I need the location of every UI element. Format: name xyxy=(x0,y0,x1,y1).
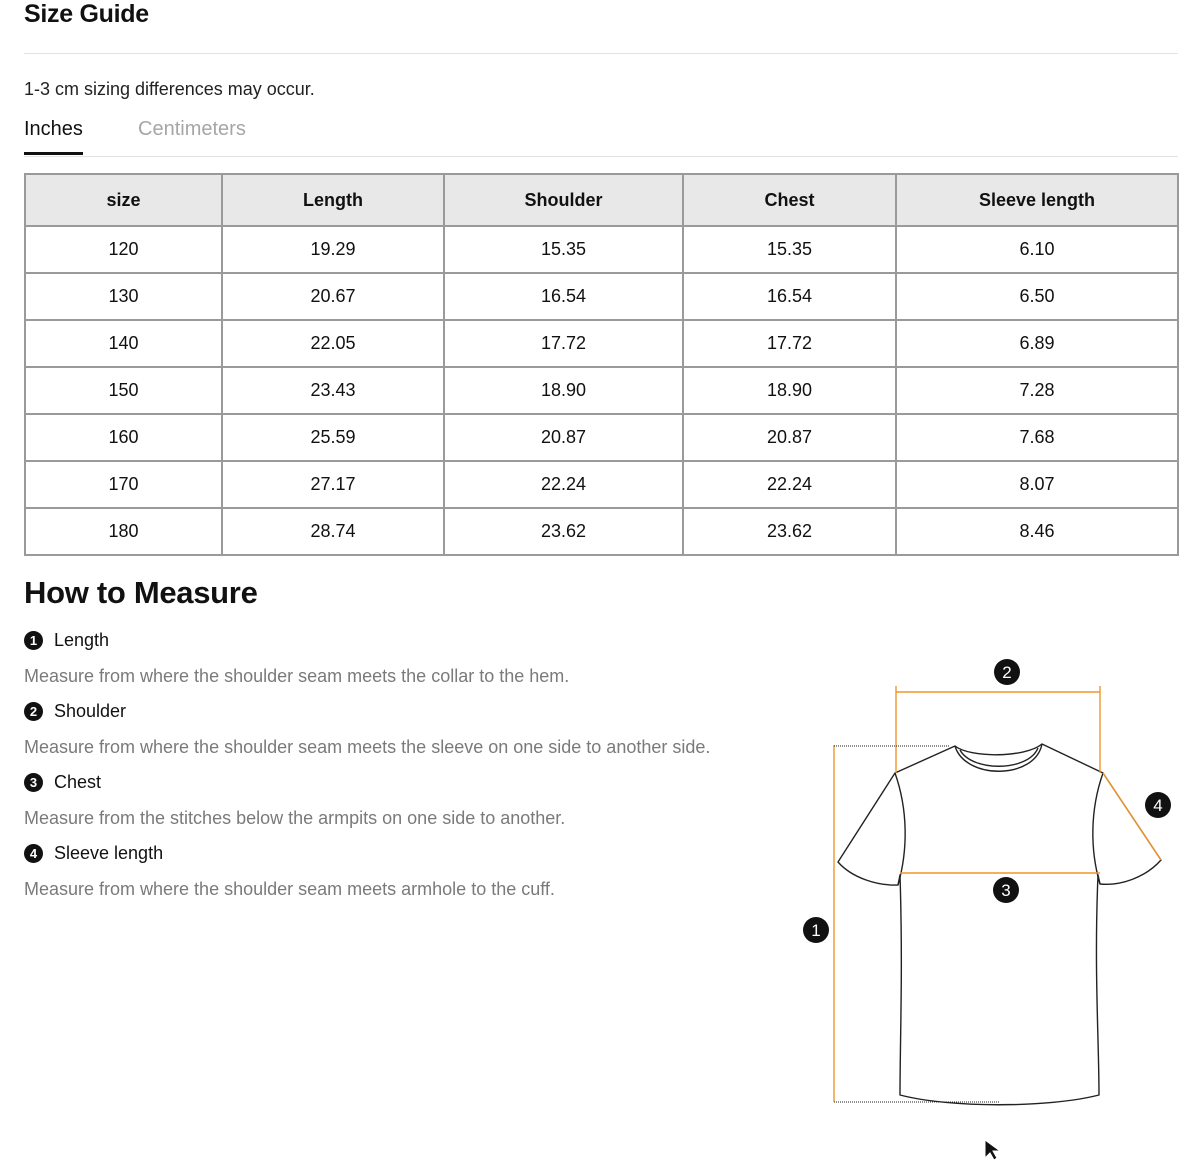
measure-label: Length xyxy=(54,630,110,650)
table-cell: 25.59 xyxy=(222,414,444,461)
mouse-pointer-icon xyxy=(983,1138,1003,1160)
tab-inches[interactable]: Inches xyxy=(24,118,83,155)
table-cell: 170 xyxy=(25,461,222,508)
number-badge-icon: 2 xyxy=(24,702,43,721)
title-divider xyxy=(24,53,1178,54)
table-cell: 180 xyxy=(25,508,222,555)
table-row xyxy=(25,508,1178,555)
measure-item-shoulder xyxy=(24,701,126,722)
measure-description: Measure from the stitches below the armpits on one side to another. xyxy=(24,808,566,828)
table-cell: 20.67 xyxy=(222,273,444,320)
table-row xyxy=(25,320,1178,367)
measure-label: Sleeve length xyxy=(54,843,164,863)
marker-3-label: 3 xyxy=(1001,881,1011,900)
table-cell: 8.46 xyxy=(896,508,1178,555)
measure-description: Measure from where the shoulder seam meets the collar to the hem. xyxy=(24,666,570,686)
tshirt-measurement-diagram xyxy=(790,640,1190,1140)
column-header-shoulder: Shoulder xyxy=(444,174,683,226)
tab-centimeters[interactable]: Centimeters xyxy=(138,118,246,140)
tshirt-icon xyxy=(838,744,1161,1105)
table-cell: 28.74 xyxy=(222,508,444,555)
table-row xyxy=(25,414,1178,461)
table-cell: 15.35 xyxy=(683,226,896,273)
measure-description: Measure from where the shoulder seam meets armhole to the cuff. xyxy=(24,879,555,899)
column-header-length: Length xyxy=(222,174,444,226)
table-cell: 16.54 xyxy=(444,273,683,320)
table-cell: 23.62 xyxy=(683,508,896,555)
table-cell: 7.28 xyxy=(896,367,1178,414)
column-header-size: size xyxy=(25,174,222,226)
table-cell: 16.54 xyxy=(683,273,896,320)
measure-item-chest xyxy=(24,772,101,793)
table-row xyxy=(25,273,1178,320)
column-header-sleeve-length: Sleeve length xyxy=(896,174,1178,226)
table-cell: 150 xyxy=(25,367,222,414)
table-row xyxy=(25,226,1178,273)
table-cell: 160 xyxy=(25,414,222,461)
number-badge-icon: 1 xyxy=(24,631,43,650)
marker-1-label: 1 xyxy=(811,921,821,940)
measure-label: Chest xyxy=(54,772,102,792)
table-cell: 18.90 xyxy=(683,367,896,414)
table-cell: 20.87 xyxy=(683,414,896,461)
number-badge-icon: 4 xyxy=(24,844,43,863)
marker-2-label: 2 xyxy=(1002,663,1012,682)
marker-1-icon xyxy=(803,917,829,943)
table-cell: 15.35 xyxy=(444,226,683,273)
table-cell: 23.43 xyxy=(222,367,444,414)
marker-2-icon xyxy=(994,659,1020,685)
guide-ticks xyxy=(834,746,1000,1102)
measure-item-length xyxy=(24,630,109,651)
table-cell: 7.68 xyxy=(896,414,1178,461)
measure-description: Measure from where the shoulder seam meets the sleeve on one side to another side. xyxy=(24,737,711,757)
marker-4-label: 4 xyxy=(1153,796,1163,815)
table-cell: 17.72 xyxy=(444,320,683,367)
table-cell: 23.62 xyxy=(444,508,683,555)
table-cell: 140 xyxy=(25,320,222,367)
how-to-measure-title: How to Measure xyxy=(24,575,258,610)
table-cell: 8.07 xyxy=(896,461,1178,508)
table-cell: 22.24 xyxy=(444,461,683,508)
table-cell: 6.89 xyxy=(896,320,1178,367)
number-badge-icon: 3 xyxy=(24,773,43,792)
measure-label: Shoulder xyxy=(54,701,127,721)
marker-3-icon xyxy=(993,877,1019,903)
table-cell: 22.24 xyxy=(683,461,896,508)
table-cell: 19.29 xyxy=(222,226,444,273)
table-row xyxy=(25,367,1178,414)
table-cell: 120 xyxy=(25,226,222,273)
sizing-note: 1-3 cm sizing differences may occur. xyxy=(24,79,315,99)
column-header-chest: Chest xyxy=(683,174,896,226)
table-cell: 20.87 xyxy=(444,414,683,461)
measure-item-sleeve-length xyxy=(24,843,163,864)
table-cell: 22.05 xyxy=(222,320,444,367)
size-table xyxy=(24,173,1179,556)
table-cell: 27.17 xyxy=(222,461,444,508)
unit-tabs xyxy=(24,118,1178,157)
table-cell: 130 xyxy=(25,273,222,320)
marker-4-icon xyxy=(1145,792,1171,818)
table-cell: 17.72 xyxy=(683,320,896,367)
table-cell: 6.10 xyxy=(896,226,1178,273)
page-title: Size Guide xyxy=(24,0,149,28)
table-cell: 6.50 xyxy=(896,273,1178,320)
table-row xyxy=(25,461,1178,508)
table-header-row xyxy=(25,174,1178,226)
table-cell: 18.90 xyxy=(444,367,683,414)
